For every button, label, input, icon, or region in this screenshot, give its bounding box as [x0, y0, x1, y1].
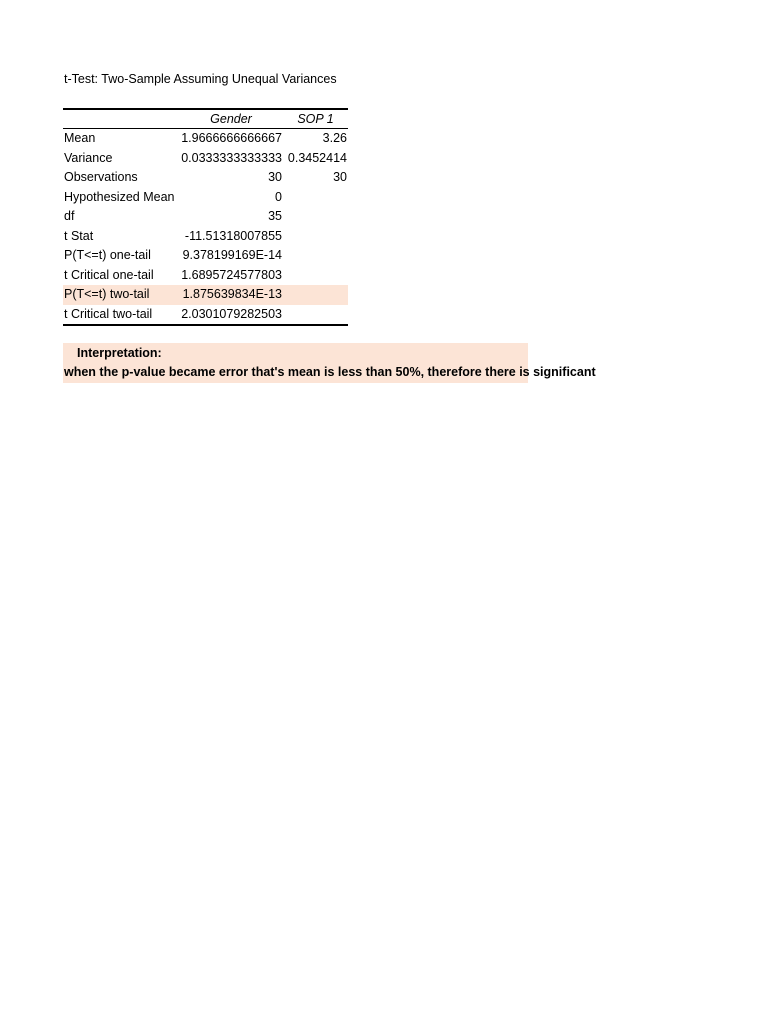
row-sop1-value [283, 305, 348, 326]
row-label: Variance [64, 150, 113, 165]
row-label: Observations [64, 170, 138, 184]
table-row-observations [63, 168, 348, 188]
table-header-row [63, 109, 348, 129]
row-gender-value: 1.9666666666667 [181, 131, 282, 145]
header-label [63, 109, 179, 129]
row-label: P(T<=t) one-tail [64, 248, 151, 262]
analysis-title: t-Test: Two-Sample Assuming Unequal Variances [64, 72, 337, 86]
row-gender-value: 0 [275, 189, 282, 204]
interpretation-text: when the p-value became error that's mean is less than 50%, therefore there is significant [64, 365, 596, 379]
header-gender: Gender [179, 109, 283, 129]
row-gender-value: -11.51318007855 [184, 228, 282, 243]
row-gender-value: 1.875639834E-13 [179, 285, 283, 305]
interpretation-block [63, 343, 596, 383]
row-gender-value: 35 [268, 209, 282, 223]
row-label: t Critical one-tail [64, 267, 154, 282]
row-sop1-value [283, 188, 348, 208]
row-sop1-value [283, 266, 348, 286]
row-label: Mean [64, 131, 96, 145]
table-row-t-critical-two-tail [63, 305, 348, 326]
row-gender-value: 0.0333333333333 [181, 150, 282, 165]
t-test-results-table [63, 108, 348, 326]
row-gender-value: 2.0301079282503 [179, 305, 283, 326]
row-label: t Critical two-tail [63, 305, 179, 326]
interpretation-heading: Interpretation: [77, 346, 162, 360]
header-sop1: SOP 1 [283, 109, 348, 129]
row-gender-value: 9.378199169E-14 [182, 248, 282, 262]
row-label: t Stat [64, 228, 94, 243]
row-gender-value: 30 [268, 170, 282, 184]
row-sop1-value: 0.3452414 [287, 150, 347, 165]
row-gender-value: 1.6895724577803 [181, 267, 282, 282]
row-sop1-value: 3.26 [322, 131, 347, 145]
table-row-mean [63, 129, 348, 149]
table-row-variance [63, 149, 348, 169]
row-sop1-value [283, 227, 348, 247]
row-sop1-value [283, 207, 348, 227]
row-label: Hypothesized Mean [64, 189, 175, 204]
row-label: P(T<=t) two-tail [63, 285, 179, 305]
row-sop1-value [283, 246, 348, 266]
row-label: df [64, 209, 75, 223]
table-row-p-one-tail [63, 246, 348, 266]
table-row-t-stat [63, 227, 348, 247]
table-row-p-two-tail [63, 285, 348, 305]
row-sop1-value [283, 285, 348, 305]
row-sop1-value: 30 [333, 170, 347, 184]
table-row-df [63, 207, 348, 227]
table-row-hypothesized-mean [63, 188, 348, 208]
table-row-t-critical-one-tail [63, 266, 348, 286]
